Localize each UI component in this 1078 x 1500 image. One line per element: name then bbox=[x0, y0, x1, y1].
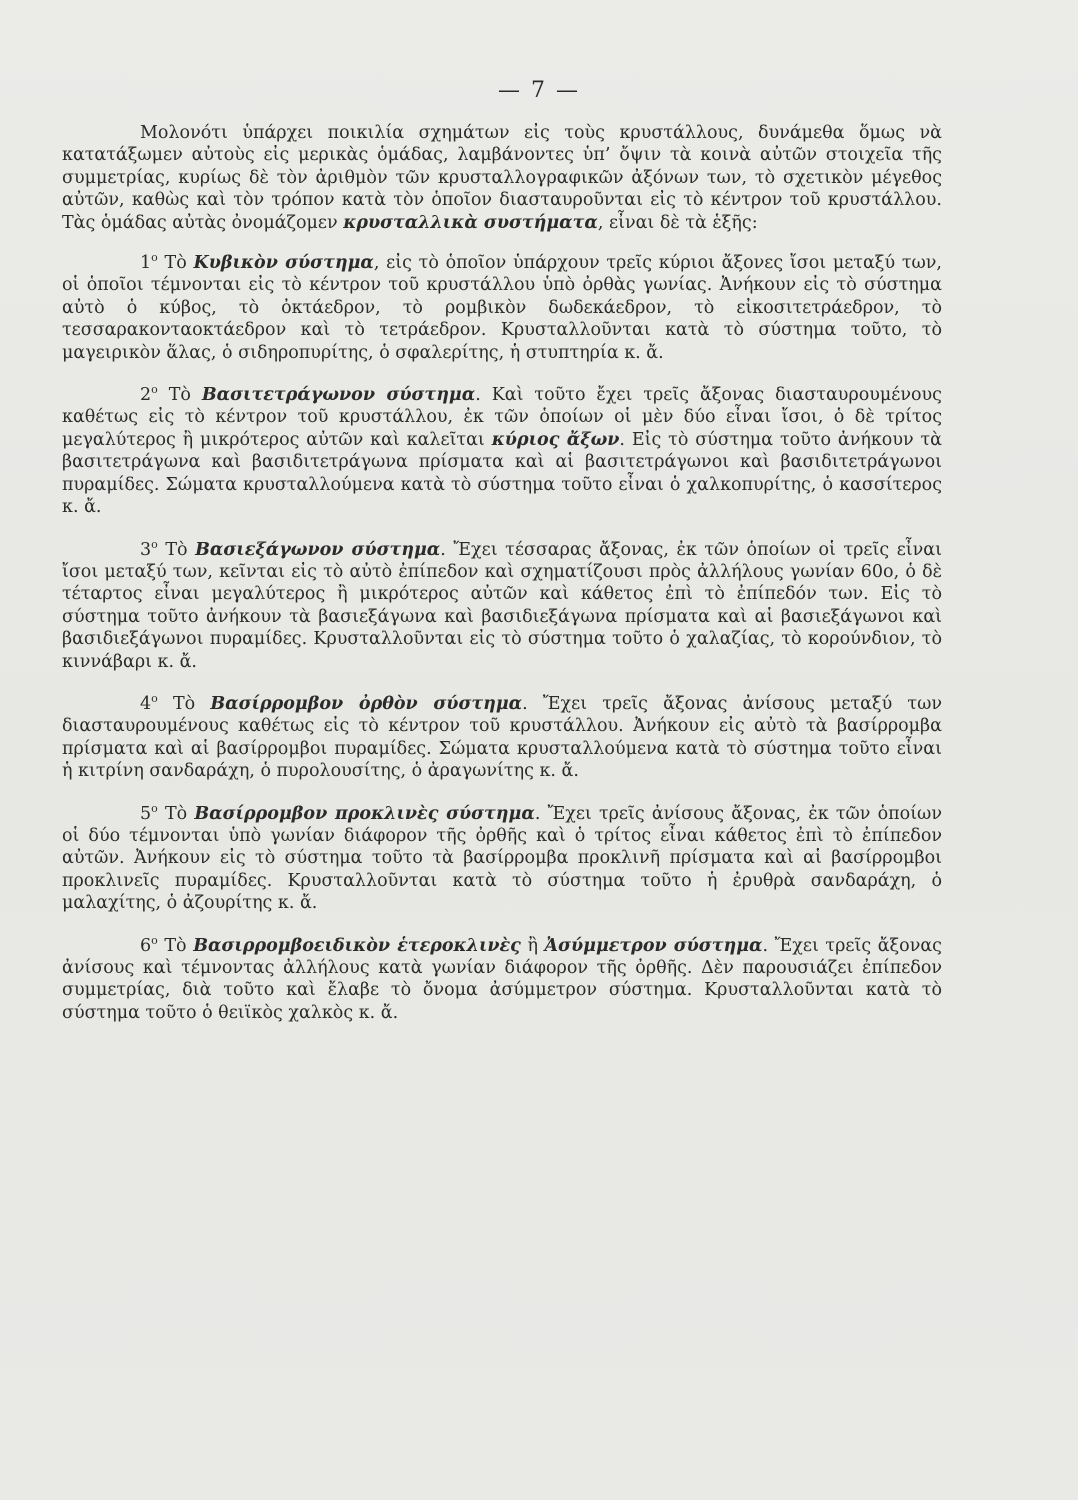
system-heading: Βασίρρομβον ὀρθὸν σύστημα bbox=[210, 693, 523, 714]
system-text: , εἰς τὸ ὁποῖον ὑπάρχουν τρεῖς κύριοι ἄξονες ἴσοι μεταξύ των, οἱ ὁποῖοι τέμνονται εἰς τὸ κέντρον τοῦ κρυστάλλου ὑπὸ ὀρθὰς γωνίας. Ἀνήκουν εἰς τὸ σύστημα αὐτὸ ὁ κύβος, τὸ ὀκτάεδρον, τὸ ρομβικὸν δωδεκάεδρον, τὸ εἰκοσιτετράεδρον, τὸ τεσσαρακονταοκτάεδρον καὶ τὸ τετράεδρον. Κρυσταλλοῦνται κατὰ τὸ σύστημα τοῦτο, τὸ μαγειρικὸν ἅλας, ὁ σιδηροπυρίτης, ὁ σφαλερίτης, ἡ στυπτηρία κ. ἄ. bbox=[62, 253, 942, 363]
system-text: . Ἔχει τέσσαρας ἄξονας, ἐκ τῶν ὁποίων οἱ τρεῖς εἶναι ἴσοι μεταξύ των, κεῖνται εἰς τὸ αὐτὸ ἐπίπεδον καὶ σχηματίζουσι πρὸς ἀλλήλους γωνίαν 60ο, ὁ δὲ τέταρτος εἶναι μεγαλύτερος ἢ μικρότερος αὐτῶν καὶ κάθετος ἐπὶ τὸ ἐπίπεδόν των. Εἰς τὸ σύστημα τοῦτο ἀνήκουν τὰ βασιεξάγωνα καὶ βασιδιεξάγωνα πρίσματα καὶ αἱ βασιεξάγωνοι καὶ βασιδιεξάγωνοι πυραμίδες. Κρυσταλλοῦνται εἰς τὸ σύστημα τοῦτο ὁ χαλαζίας, τὸ κορούνδιον, τὸ κιννάβαρι κ. ἄ. bbox=[62, 539, 942, 672]
article: Τὸ bbox=[168, 385, 191, 406]
system-paragraph-1 bbox=[62, 252, 942, 364]
ordinal-mark: ο bbox=[151, 251, 158, 265]
intro-term: κρυσταλλικὰ συστήματα bbox=[343, 212, 598, 233]
ordinal-mark: ο bbox=[151, 801, 158, 815]
article: Τὸ bbox=[165, 539, 188, 560]
body-text bbox=[62, 122, 942, 1044]
system-text-end: . Ἔχει τρεῖς ἄξονας ἀνίσους καὶ τέμνοντας ἀλλήλους κατὰ γωνίαν διάφορον τῆς ὀρθῆς. Δὲν παρουσιάζει ἐπίπεδον συμμετρίας, διὰ τοῦτο καὶ ἔλαβε τὸ ὄνομα ἀσύμμετρον σύστημα. Κρυσταλλοῦνται κατὰ τὸ σύστημα τοῦτο ὁ θειϊκὸς χαλκὸς κ. ἄ. bbox=[62, 935, 942, 1023]
system-number: 1 bbox=[140, 253, 152, 274]
system-term: κύριος ἄξων bbox=[491, 429, 620, 450]
system-text-end: . Εἰς τὸ σύστημα τοῦτο ἀνήκουν τὰ βασιτετράγωνα καὶ βασιδιτετράγωνα πρίσματα καὶ αἱ βασιτετράγωνοι καὶ βασιδιτετράγωνοι πυραμίδες. Σώματα κρυσταλλούμενα κατὰ τὸ σύστημα τοῦτο εἶναι ὁ χαλκοπυρίτης, ὁ κασσίτερος κ. ἄ. bbox=[62, 429, 942, 518]
ordinal-mark: ο bbox=[151, 383, 158, 397]
ordinal-mark: ο bbox=[151, 692, 158, 706]
system-number: 4 bbox=[140, 693, 152, 714]
system-paragraph-4 bbox=[62, 693, 942, 783]
system-number: 6 bbox=[140, 935, 152, 956]
system-heading: Βασιτετράγωνον σύστημα bbox=[201, 385, 476, 406]
intro-text-end: , εἶναι δὲ τὰ ἑξῆς: bbox=[597, 212, 758, 233]
system-connector: ἢ bbox=[520, 935, 545, 956]
intro-text: Μολονότι ὑπάρχει ποικιλία σχημάτων εἰς τοὺς κρυστάλλους, δυνάμεθα ὅμως νὰ κατατάξωμεν αὐτοὺς εἰς μερικὰς ὁμάδας, λαμβάνοντες ὑπ’ ὄψιν τὰ κοινὰ αὐτῶν στοιχεῖα τῆς συμμετρίας, κυρίως δὲ τὸν ἀριθμὸν τῶν κρυσταλλογραφικῶν ἀξόνων των, τὸ σχετικὸν μέγεθος αὐτῶν, καθὼς καὶ τὸν τρόπον κατὰ τὸν ὁποῖον διασταυροῦνται εἰς τὸ κέντρον τοῦ κρυστάλλου. Τὰς ὁμάδας αὐτὰς ὀνομάζομεν bbox=[62, 123, 942, 233]
system-text: . Ἔχει τρεῖς ἀνίσους ἄξονας, ἐκ τῶν ὁποίων οἱ δύο τέμνονται ὑπὸ γωνίαν διάφορον τῆς ὀρθῆς καὶ ὁ τρίτος εἶναι κάθετος ἐπὶ τὸ ἐπίπεδον αὐτῶν. Ἀνήκουν εἰς τὸ σύστημα τοῦτο τὰ βασίρρομβα προκλινῆ πρίσματα καὶ αἱ βασίρρομβοι προκλινεῖς πυραμίδες. Κρυσταλλοῦνται κατὰ τὸ σύστημα τοῦτο ἡ ἐρυθρὰ σανδαράχη, ὁ μαλαχίτης, ὁ ἀζουρίτης κ. ἄ. bbox=[62, 803, 942, 914]
article: Τὸ bbox=[164, 935, 187, 956]
system-text: . Ἔχει τρεῖς ἄξονας ἀνίσους μεταξύ των διασταυρουμένους καθέτως εἰς τὸ κέντρον τοῦ κρυστάλλου. Ἀνήκουν εἰς αὐτὸ τὰ βασίρρομβα πρίσματα καὶ αἱ βασίρρομβοι πυραμίδες. Σώματα κρυσταλλούμενα κατὰ τὸ σύστημα τοῦτο εἶναι ἡ κιτρίνη σανδαράχη, ὁ πυρολουσίτης, ὁ ἀραγωνίτης κ. ἄ. bbox=[62, 693, 942, 782]
system-paragraph-5 bbox=[62, 803, 942, 915]
system-number: 2 bbox=[140, 385, 152, 406]
system-heading: Κυβικὸν σύστημα bbox=[193, 253, 374, 274]
system-heading: Βασίρρομβον προκλινὲς σύστημα bbox=[194, 803, 535, 824]
system-paragraph-3 bbox=[62, 539, 942, 673]
system-heading: Βασιεξάγωνον σύστημα bbox=[195, 539, 441, 560]
system-paragraph-2 bbox=[62, 384, 942, 518]
system-heading: Βασιρρομβοειδικὸν ἑτεροκλινὲς bbox=[193, 935, 521, 956]
system-number: 3 bbox=[140, 539, 152, 560]
article: Τὸ bbox=[164, 253, 187, 274]
article: Τὸ bbox=[164, 803, 188, 824]
intro-paragraph bbox=[62, 122, 942, 234]
system-number: 5 bbox=[140, 803, 152, 824]
article: Τὸ bbox=[172, 693, 196, 714]
page-number: — 7 — bbox=[498, 78, 580, 103]
system-heading-alt: Ἀσύμμετρον σύστημα bbox=[544, 935, 763, 956]
system-text: . Καὶ τοῦτο ἔχει τρεῖς ἄξονας διασταυρουμένους καθέτως εἰς τὸ κέντρον τοῦ κρυστάλλου, ἐκ τῶν ὁποίων οἱ μὲν δύο εἶναι ἴσοι, ὁ δὲ τρίτος μεγαλύτερος ἢ μικρότερος αὐτῶν καὶ καλεῖται bbox=[62, 385, 942, 450]
ordinal-mark: ο bbox=[151, 537, 158, 551]
ordinal-mark: ο bbox=[151, 933, 158, 947]
system-paragraph-6 bbox=[62, 935, 942, 1025]
